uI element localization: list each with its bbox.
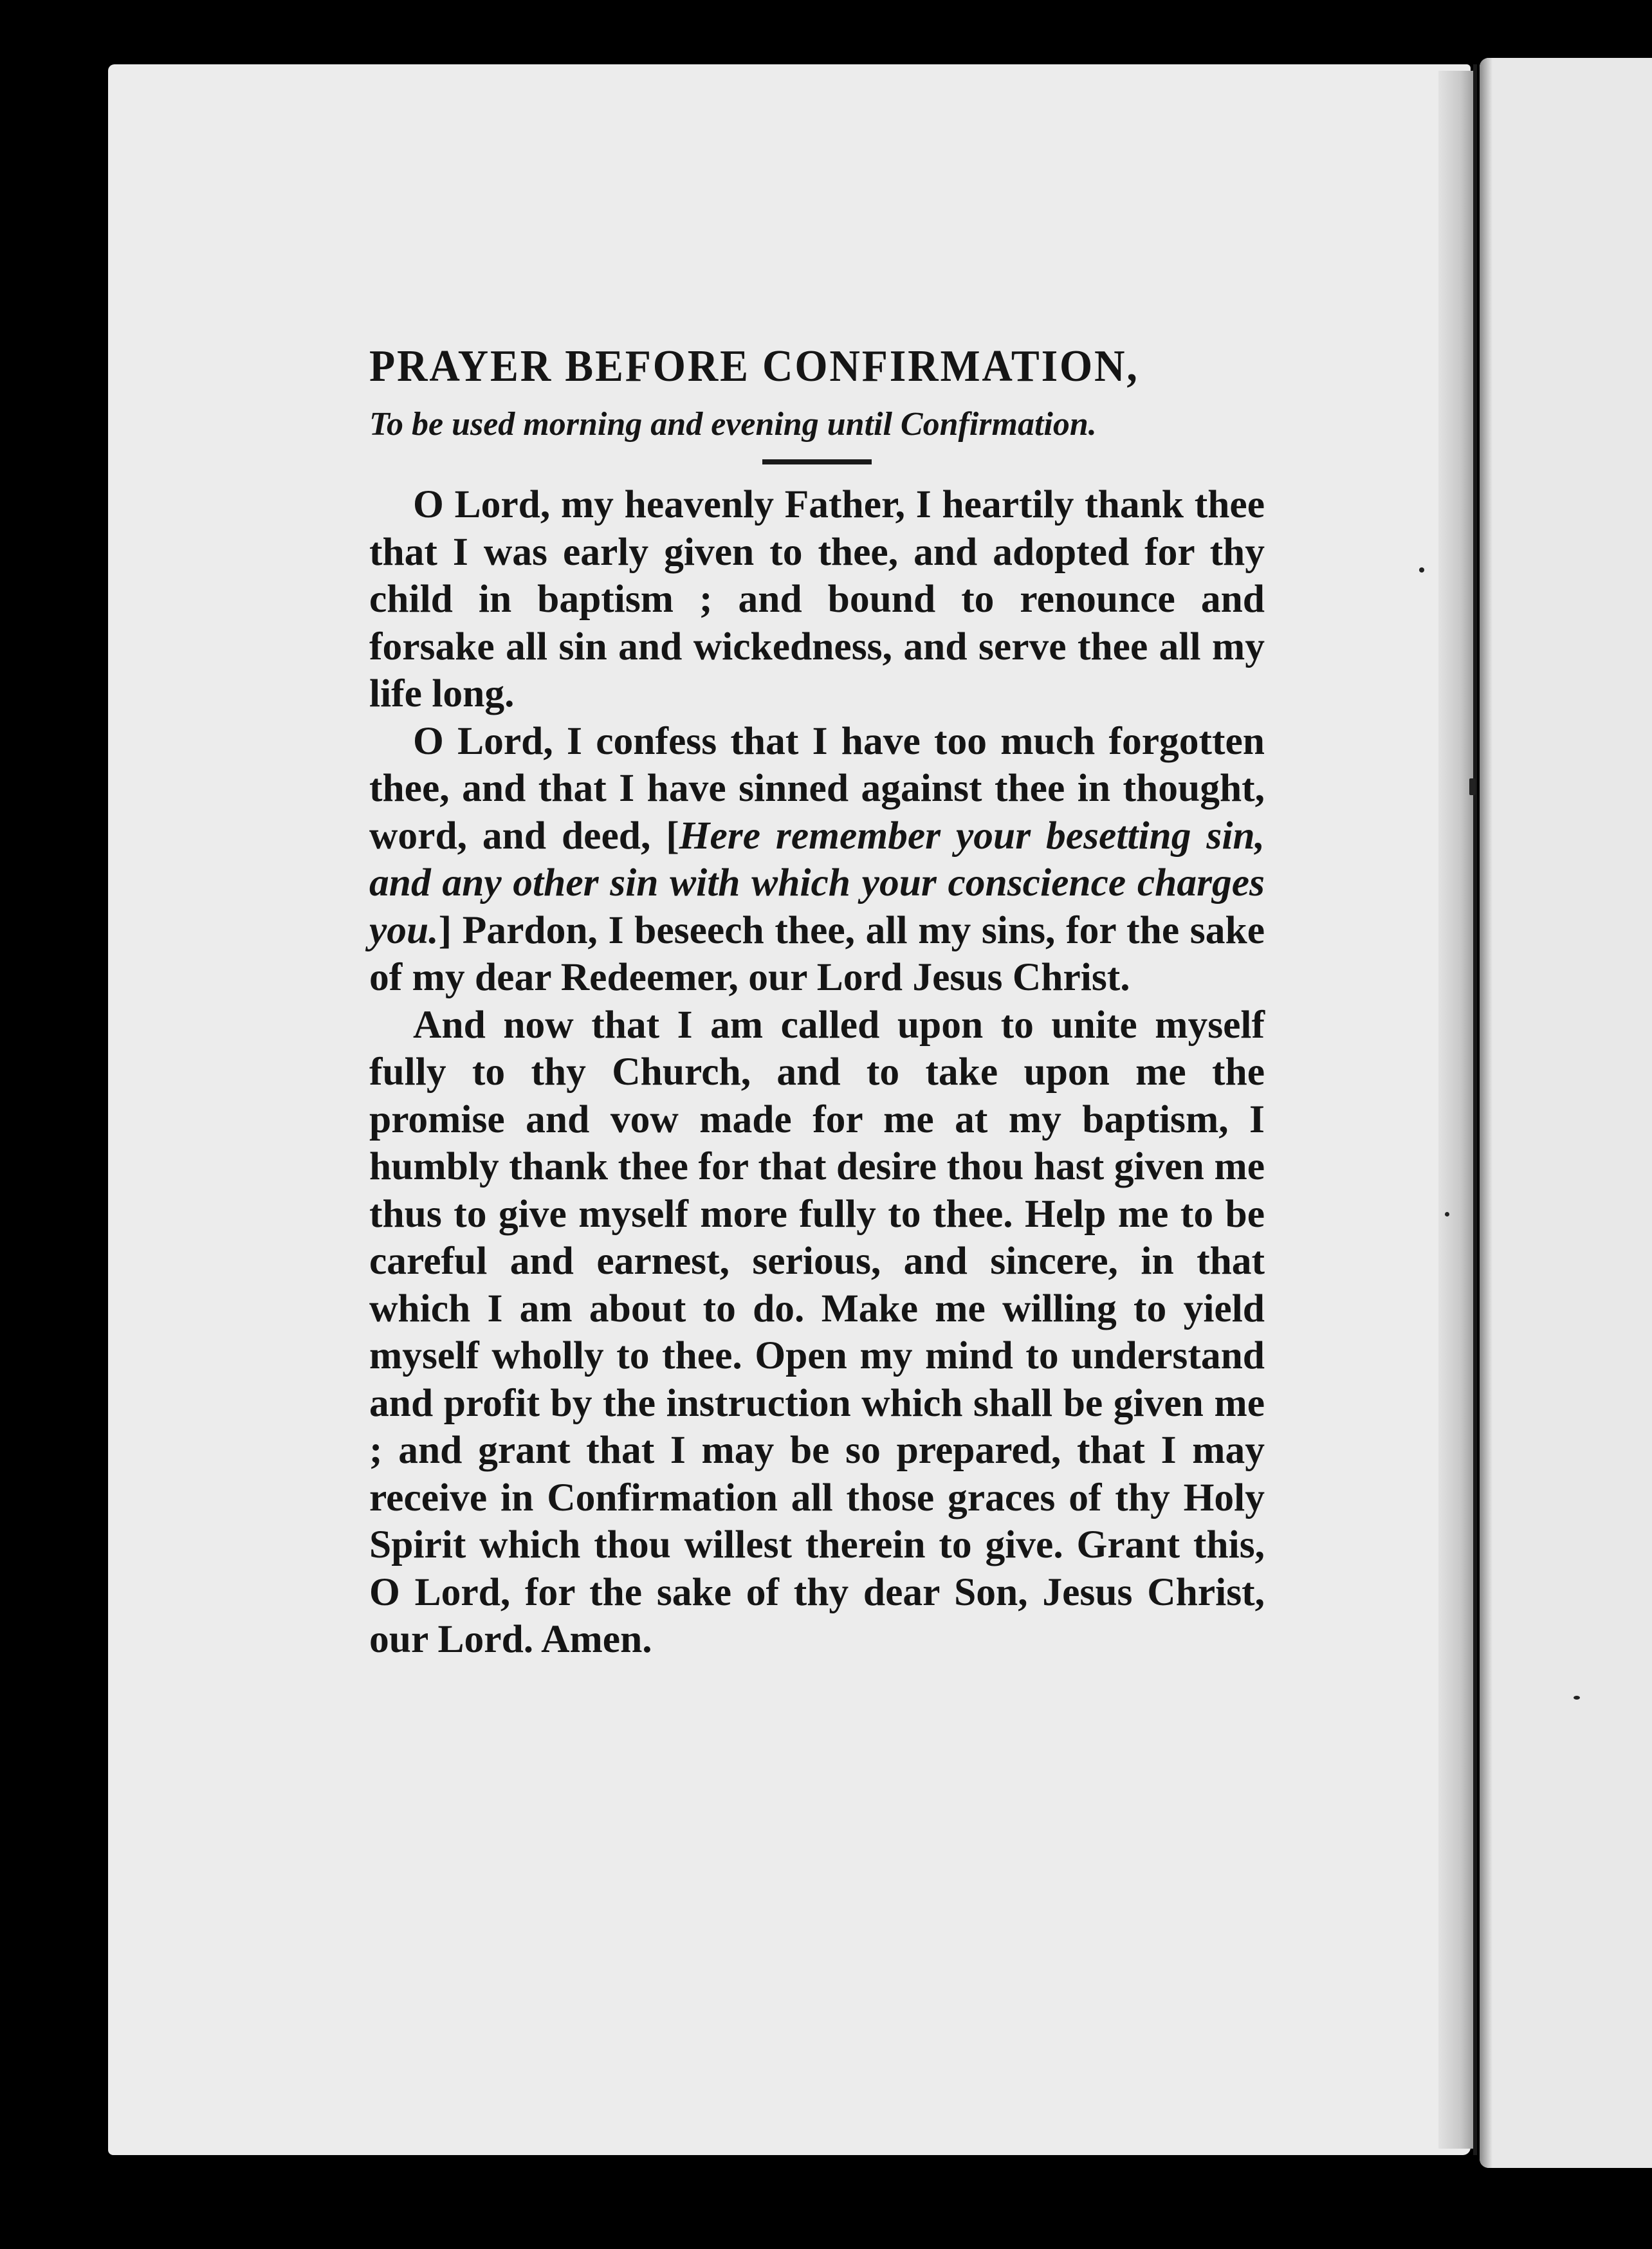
next-page-edge bbox=[1480, 58, 1652, 2168]
paragraph-text: O Lord, I confess that I have too much forgotten thee, and that I have sinned against thee in thought, word, and deed, [ bbox=[369, 719, 1265, 858]
heading-rule bbox=[762, 459, 872, 464]
spine-line bbox=[1473, 64, 1477, 2155]
ink-speck bbox=[1469, 778, 1476, 795]
paragraph-text: ] Pardon, I beseech thee, all my sins, for the sake of my dear Redeemer, our Lord Jesus Christ. bbox=[369, 908, 1265, 999]
prayer-paragraph-2 bbox=[369, 718, 1265, 1002]
ink-speck bbox=[1419, 567, 1424, 573]
rubric-instruction: Here remember your besetting sin, and any other sin with which your conscience charges you. bbox=[369, 813, 1265, 952]
prayer-heading: PRAYER BEFORE CONFIRMATION, bbox=[369, 342, 1139, 391]
page-gutter-shadow bbox=[1438, 71, 1476, 2149]
paragraph-text: And now that I am called upon to unite myself fully to thy Church, and to take upon me the promise and vow made for me at my baptism, I humbly thank thee for that desire thou hast given me thus to give myself more fully to thee. Help me to be careful and earnest, serious, and sincere, in that which I am about to do. Make me willing to yield myself wholly to thee. Open my mind to understand and profit by the instruction which shall be given me ; and grant that I may be so prepared, that I may receive in Confirmation all those graces of thy Holy Spirit which thou willest therein to give. Grant this, O Lord, for the sake of thy dear Son, Jesus Christ, our Lord. Amen. bbox=[369, 1002, 1265, 1661]
paragraph-text: O Lord, my heavenly Father, I heartily thank thee that I was early given to thee, and adopted for thy child in baptism ; and bound to renounce and forsake all sin and wickedness, and serve thee all my life long. bbox=[369, 482, 1265, 715]
prayer-subtitle: To be used morning and evening until Confirmation. bbox=[369, 406, 1097, 443]
next-page-shadow bbox=[1480, 58, 1492, 2168]
prayer-paragraph-3 bbox=[369, 1002, 1265, 1664]
prayer-text-block bbox=[369, 335, 1265, 1664]
ink-speck bbox=[1574, 1696, 1580, 1700]
ink-speck bbox=[1445, 1212, 1449, 1216]
prayer-paragraph-1 bbox=[369, 481, 1265, 718]
